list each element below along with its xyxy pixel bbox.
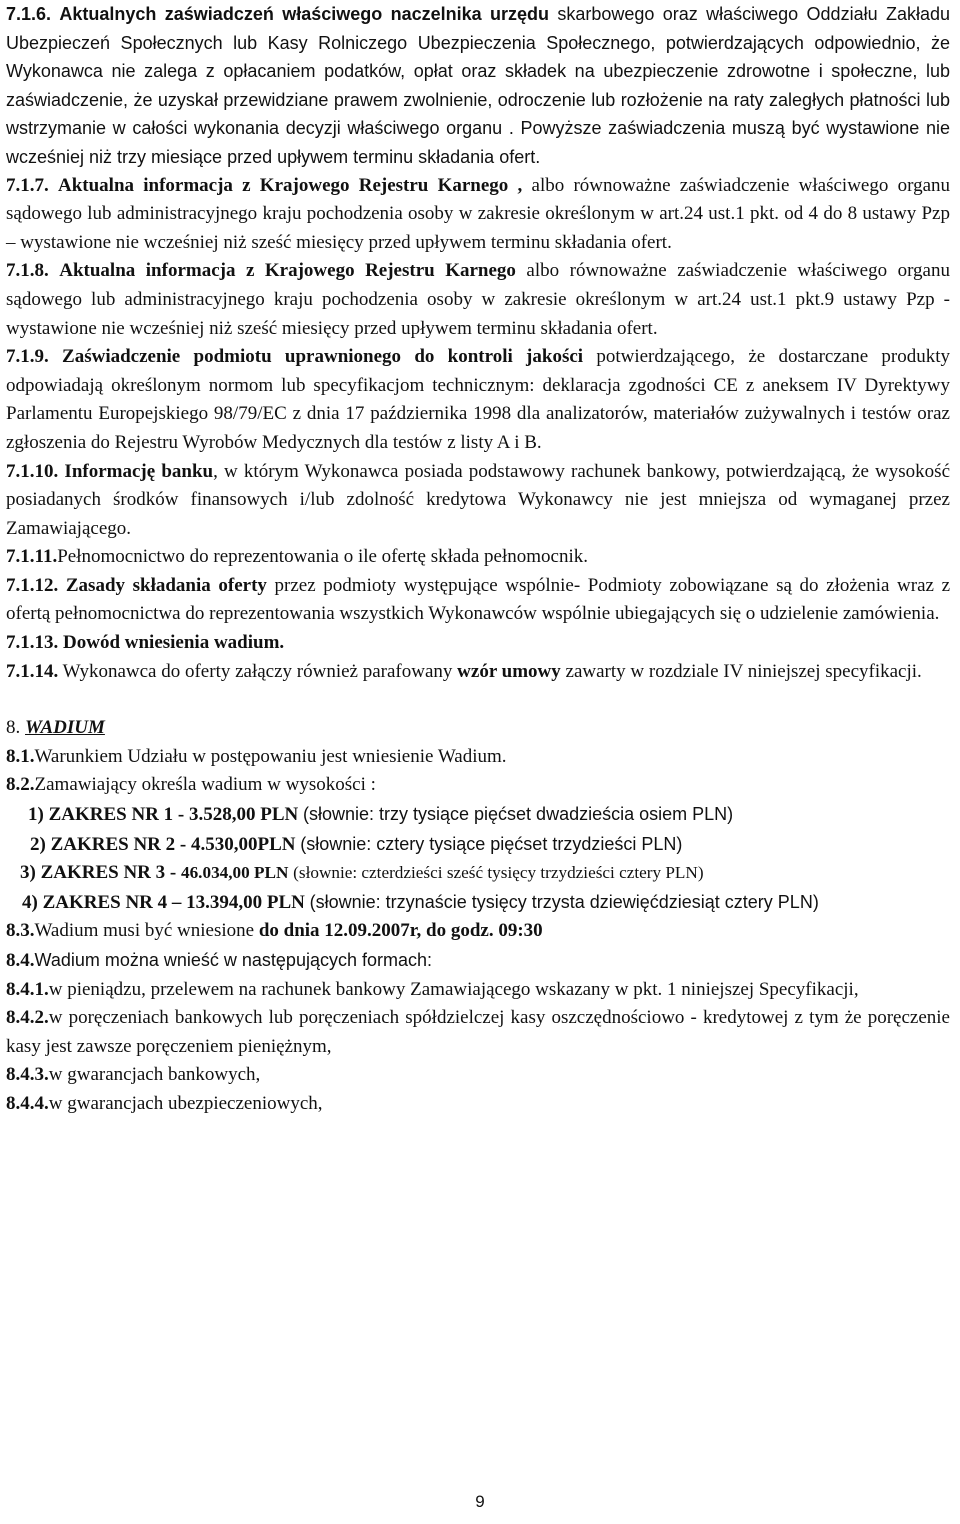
item-text-2: Powyższe zaświadczenia muszą być wystawione nie wcześniej niż trzy miesiące przed upływem terminu składania ofert. [6, 118, 950, 167]
item-number: 7.1.6. [6, 4, 52, 24]
paragraph-8-1 [6, 743, 950, 772]
paragraph-7-1-11 [6, 543, 950, 572]
item-number: 8.3. [6, 920, 35, 942]
item-text: Wadium można wnieść w następujących formach: [34, 950, 432, 970]
item-heading: Zaświadczenie podmiotu uprawnionego do kontroli jakości [62, 346, 584, 368]
zakres-amount: 46.034,00 PLN [180, 863, 289, 883]
zakres-label: 3) ZAKRES NR 3 - [20, 862, 177, 884]
paragraph-8-4 [6, 946, 950, 976]
zakres-label: 1) ZAKRES NR 1 - [28, 804, 185, 826]
paragraph-8-4-3 [6, 1061, 950, 1090]
paragraph-8-4-1 [6, 976, 950, 1005]
item-text: albo równoważne zaświadczenie właściwego organu sądowego lub administracyjnego kraju pochodzenia osoby w zakresie określonym w art.24 ust.1 pkt. od 4 do 8 ustawy Pzp – wystawione nie wcześniej niż sześć miesięcy przed upływem terminu składania ofert. [6, 174, 951, 253]
item-number: 7.1.7. [6, 174, 49, 196]
paragraph-7-1-8 [6, 257, 950, 343]
section-heading-8 [6, 714, 950, 743]
paragraph-7-1-12 [6, 572, 950, 629]
item-text: w gwarancjach bankowych, [48, 1064, 261, 1086]
item-text: Pełnomocnictwo do reprezentowania o ile ofertę składa pełnomocnik. [57, 546, 588, 568]
item-heading: Aktualnych zaświadczeń właściwego naczelnika urzędu [59, 4, 549, 24]
zakres-amount: 4.530,00PLN [190, 833, 296, 855]
zakres-words: (słownie: czterdzieści sześć tysięcy trzydzieści cztery PLN) [293, 863, 704, 883]
item-number: 7.1.11. [6, 546, 58, 568]
item-number: 8.4. [6, 950, 35, 971]
paragraph-8-4-2 [6, 1004, 950, 1061]
item-heading: Zasady składania oferty [65, 574, 267, 596]
item-text: w pieniądzu, przelewem na rachunek bankowy Zamawiającego wskazany w pkt. 1 niniejszej Specyfikacji, [48, 978, 859, 1000]
item-number: 8.4.2. [6, 1007, 49, 1029]
zakres-label: 4) ZAKRES NR 4 – [22, 891, 182, 913]
item-number: 7.1.8. [6, 260, 49, 282]
item-heading: Dowód wniesienia wadium. [63, 632, 285, 654]
item-number: 7.1.13. [6, 632, 59, 654]
paragraph-8-4-4 [6, 1090, 950, 1119]
section-number: 8. [6, 717, 21, 739]
item-number: 7.1.14. [6, 660, 59, 682]
paragraph-7-1-6 [6, 0, 950, 172]
zakres-amount: 3.528,00 PLN [188, 804, 299, 826]
zakres-line [6, 800, 950, 830]
item-heading: Aktualna informacja z Krajowego Rejestru Karnego [59, 260, 516, 282]
item-text: Warunkiem Udziału w postępowaniu jest wniesienie Wadium. [34, 745, 507, 767]
item-text: skarbowego oraz właściwego Oddziału Zakładu Ubezpieczeń Społecznych lub Kasy Rolniczego Ubezpieczenia Społecznego, potwierdzających odpowiednio, że Wykonawca nie zalega z opłacaniem podatków, opłat oraz składek na ubezpieczenie zdrowotne i społeczne, lub zaświadczenie, że uzyskał przewidziane prawem zwolnienie, odroczenie lub rozłożenie na raty zaległych płatności lub wstrzymanie w całości wykonania decyzji właściwego organu . [6, 4, 950, 139]
item-number: 8.2. [6, 774, 35, 796]
paragraph-7-1-13 [6, 629, 950, 658]
item-number: 7.1.9. [6, 346, 49, 368]
item-number: 8.1. [6, 745, 35, 767]
zakres-label: 2) ZAKRES NR 2 - [30, 833, 187, 855]
item-text: Wadium musi być wniesione [34, 920, 255, 942]
item-text: przez podmioty występujące wspólnie- Podmioty zobowiązane są do złożenia wraz z ofertą pełnomocnictwa do reprezentowania wszystkich Wykonawców wspólnie ubiegających się o udzielenie zamówienia. [6, 574, 951, 625]
item-number: 8.4.1. [6, 978, 49, 1000]
item-text: Zamawiający określa wadium w wysokości : [34, 774, 376, 796]
item-emphasis: wzór umowy [457, 660, 561, 682]
zakres-words: (słownie: trzy tysiące pięćset dwadzieścia osiem PLN) [302, 804, 734, 825]
zakres-words: (słownie: cztery tysiące pięćset trzydzieści PLN) [300, 833, 683, 854]
paragraph-8-2 [6, 771, 950, 800]
page-number: 9 [475, 1492, 485, 1511]
zakres-line [6, 859, 950, 888]
item-number: 7.1.12. [6, 574, 59, 596]
item-text: , w którym Wykonawca posiada podstawowy rachunek bankowy, potwierdzającą, że wysokość posiadanych środków finansowych i/lub zdolność kredytowa Wykonawcy nie jest mniejsza od wymaganej przez Zamawiającego. [6, 460, 951, 539]
paragraph-7-1-14 [6, 658, 950, 687]
item-heading: Aktualna informacja z Krajowego Rejestru Karnego , [57, 174, 523, 196]
item-text: w poręczeniach bankowych lub poręczeniach spółdzielczej kasy oszczędnościowo - kredytowej z tym że poręczenie kasy jest zawsze poręczeniem pieniężnym, [6, 1007, 950, 1057]
item-heading: Informację banku [64, 460, 214, 482]
paragraph-7-1-10 [6, 458, 950, 544]
item-number: 7.1.10. [6, 460, 59, 482]
deadline: do dnia 12.09.2007r, do godz. 09:30 [258, 920, 543, 942]
item-text: potwierdzającego, że dostarczane produkty odpowiadają określonym normom lub specyfikacjom technicznym: deklaracja zgodności CE z aneksem IV Dyrektywy Parlamentu Europejskiego 98/79/EC z dnia 17 października 1998 dla analizatorów, materiałów zużywalnych i testów oraz zgłoszenia do Rejestru Wyrobów Medycznych dla testów z listy A i B. [6, 346, 951, 453]
zakres-line [6, 830, 950, 860]
document-page [6, 0, 950, 1119]
paragraph-8-3 [6, 917, 950, 946]
zakres-line [6, 888, 950, 918]
item-number: 8.4.4. [6, 1092, 49, 1114]
zakres-words: (słownie: trzynaście tysięcy trzysta dziewięćdziesiąt cztery PLN) [309, 891, 819, 912]
paragraph-7-1-9 [6, 343, 950, 457]
item-number: 8.4.3. [6, 1064, 49, 1086]
paragraph-7-1-7 [6, 172, 950, 258]
section-title: WADIUM [25, 717, 105, 739]
item-text: w gwarancjach ubezpieczeniowych, [48, 1092, 323, 1114]
zakres-amount: 13.394,00 PLN [186, 891, 305, 913]
item-text: Wykonawca do oferty załączy również parafowany [62, 660, 453, 682]
item-text-2: zawarty w rozdziale IV niniejszej specyfikacji. [565, 660, 922, 682]
item-text: albo równoważne zaświadczenie właściwego organu sądowego lub administracyjnego kraju pochodzenia osoby w zakresie określonym w art.24 ust.1 pkt.9 ustawy Pzp -wystawione nie wcześniej niż sześć miesięcy przed upływem terminu składania ofert. [6, 260, 950, 339]
section-spacer [6, 686, 950, 714]
